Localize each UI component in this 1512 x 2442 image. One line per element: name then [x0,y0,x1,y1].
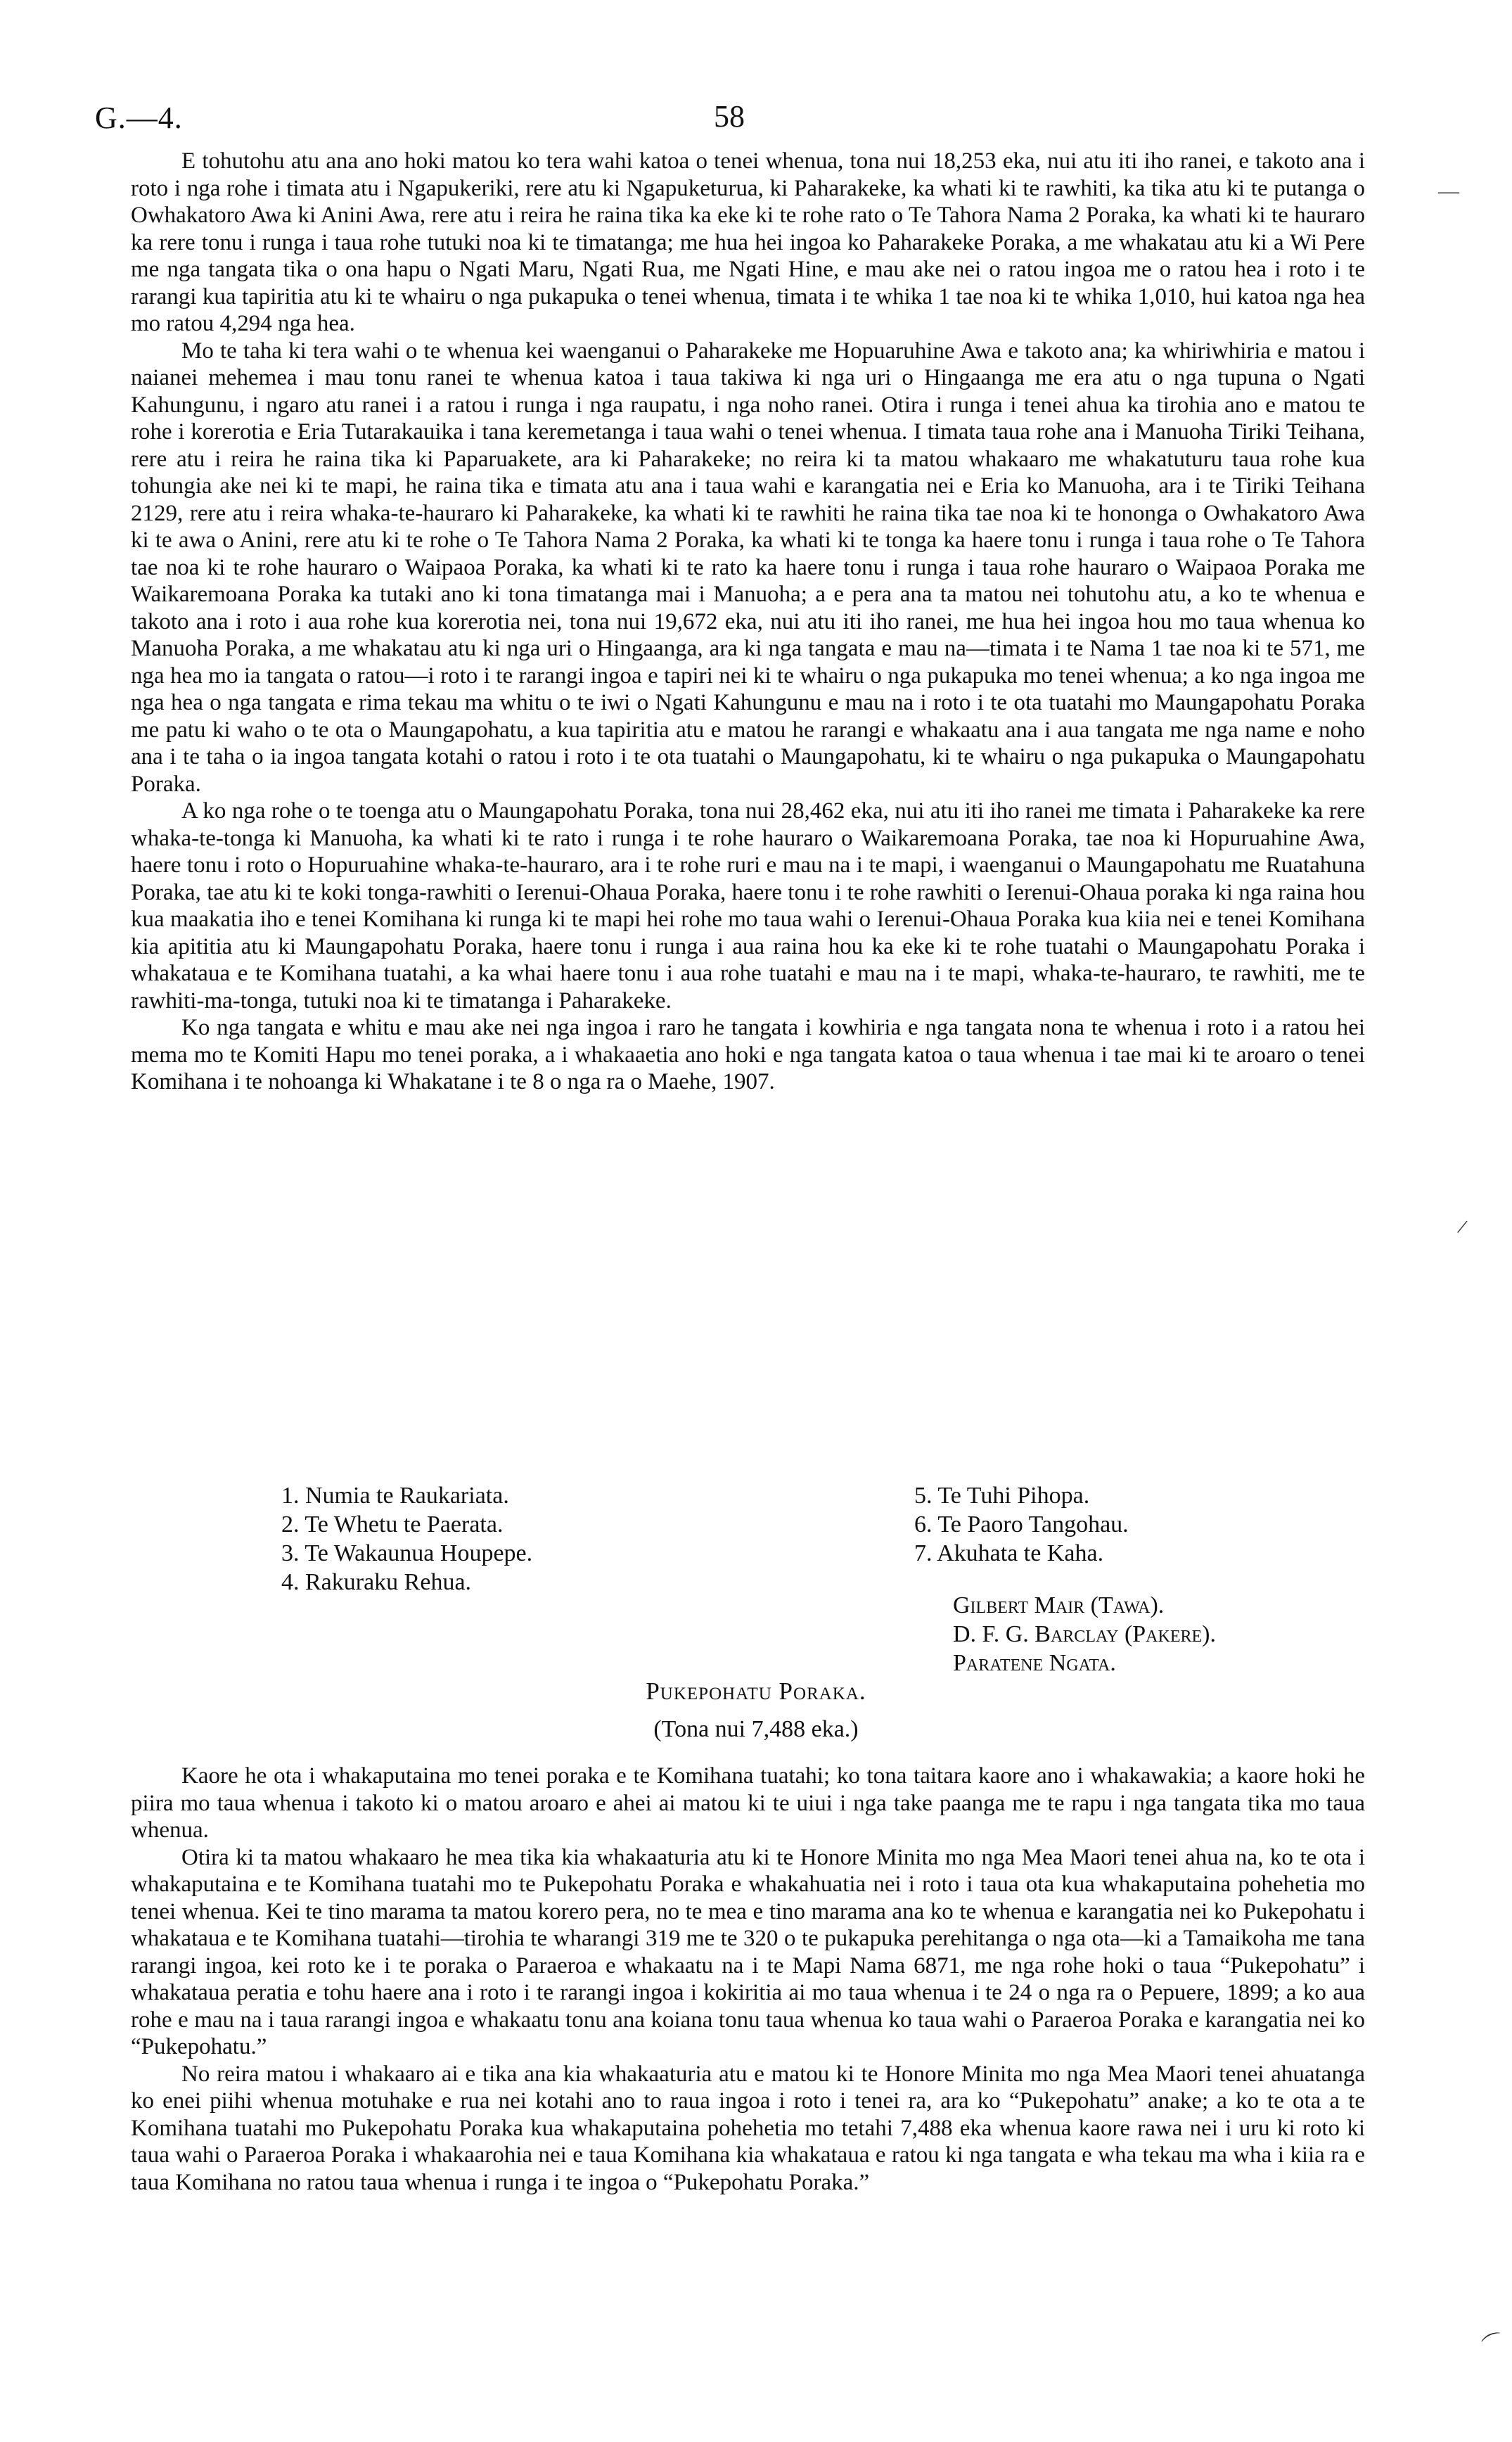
body-text-lower [131,1763,1365,2196]
page-number: 58 [714,99,745,134]
signature: Paratene Ngata. [953,1650,1116,1676]
list-item: 3. Te Wakaunua Houpepe. [281,1540,533,1566]
committee-list-right [914,1481,1266,1568]
paragraph-no-order: Kaore he ota i whakaputaina mo tenei poraka e te Komihana tuatahi; ko tona taitara kaore ano i whakawakia; a kaore hoki he piira mo taua whenua i takoto ki o matou aroaro e ahei ai matou ki te uiui i nga take paanga me te rapu i nga tangata tika mo taua whenua. [131,1763,1365,1843]
list-item: 7. Akuhata te Kaha. [914,1540,1104,1566]
list-item: 5. Te Tuhi Pihopa. [914,1483,1090,1509]
section-title: Pukepohatu Poraka. [646,1677,866,1705]
paragraph-committee-intro: Ko nga tangata e whitu e mau ake nei nga ingoa i raro he tangata i kowhiria e nga tangata nona te whenua i roto i a ratou hei mema mo te Komiti Hapu mo tenei poraka, a i whakaaetia ano hoki e nga tangata katoa o taua whenua i tae mai ki te aroaro o tenei Komihana i te nohoanga ki Whakatane i te 8 o nga ra o Maehe, 1907. [131,1015,1365,1094]
section-subtitle: (Tona nui 7,488 eka.) [653,1716,859,1742]
committee-list-left [281,1481,738,1597]
paragraph-maungapohatu-remainder: A ko nga rohe o te toenga atu o Maungapohatu Poraka, tona nui 28,462 eka, nui atu iti iho ranei me timata i Paharakeke ka rere whaka-te-tonga ki Manuoha, ka whati ki te rato i runga i te rohe hauraro o Waikaremoana Poraka, tae noa ki Hopuruahine Awa, haere tonu i roto o Hopuruahine whaka-te-hauraro, ara i te rohe ruri e mau na i te mapi, i waenganui o Maungapohatu me Ruatahuna Poraka, tae atu ki te koki tonga-rawhiti o Ierenui-Ohaua Poraka, haere tonu i te rohe rawhiti o Ierenui-Ohaua poraka ki nga raina hou kua maakatia iho e tenei Komihana ki runga ki te mapi hei rohe mo taua wahi o Ierenui-Ohaua Poraka kua kiia nei e tenei Komihana kia apititia atu ki Maungapohatu Poraka, haere tonu i runga i aua raina hou ka eke ki te rohe tuatahi o Maungapohatu Poraka i whakataua e te Komihana tuatahi, a ka whai haere tonu i aua rohe tuatahi e mau na i te mapi, whaka-te-hauraro, te rawhiti, me te rawhiti-ma-tonga, tutuki noa ki te timatanga i Paharakeke. [131,798,1365,1014]
signature: Gilbert Mair (Tawa). [953,1592,1165,1618]
signature-block [953,1591,1216,1677]
list-item: 2. Te Whetu te Paerata. [281,1511,504,1538]
margin-tick-mark: / [1455,1215,1469,1239]
body-text-upper [131,148,1365,1096]
margin-curve-mark: ⌒ [1479,2329,1509,2360]
list-item: 4. Rakuraku Rehua. [281,1569,472,1595]
list-item: 6. Te Paoro Tangohau. [914,1511,1129,1538]
list-item: 1. Numia te Raukariata. [281,1483,509,1509]
paragraph-paharakeke: E tohutohu atu ana ano hoki matou ko tera wahi katoa o tenei whenua, tona nui 18,253 eka, nui atu iti iho ranei, e takoto ana i roto i nga rohe i timata atu i Ngapukeriki, rere atu ki Ngapuketurua, ki Paharakeke, ka whati ki te rawhiti, ka tika atu ki te putanga o Owhakatoro Awa ki Anini Awa, rere atu i reira he raina tika ka eke ki te rohe rato o Te Tahora Nama 2 Poraka, ka whati ki te hauraro ka rere tonu i runga i taua rohe tutuki noa ki te timatanga; me hua hei ingoa ko Paharakeke Poraka, a me whakatau atu ki a Wi Pere me nga tangata tika o ona hapu o Ngati Maru, Ngati Rua, me Ngati Hine, e mau ake nei o ratou ingoa me o ratou hea i roto i te rarangi kua tapiritia atu ki te whairu o nga pukapuka o tenei whenua, timata i te whika 1 tae noa ki te whika 1,010, hui katoa nga hea mo ratou 4,294 nga hea. [131,148,1365,336]
signature: D. F. G. Barclay (Pakere). [953,1621,1216,1647]
document-reference: G.—4. [95,101,183,135]
margin-dash-mark: — [1438,179,1459,203]
paragraph-manuoha: Mo te taha ki tera wahi o te whenua kei waenganui o Paharakeke me Hopuaruhine Awa e takoto ana; ka whiriwhiria e matou i naianei mehemea i mau tonu ranei te whenua katoa i taua takiwa ki nga uri o Hingaanga me era atu o nga tupuna o Ngati Kahungunu, i ngaro atu ranei i a ratou i runga i nga raupatu, i nga noho ranei. Otira i runga i tenei ahua ka tirohia ano e matou te rohe i korerotia e Eria Tutarakauika i tana keremetanga i taua wahi o tenei whenua. I timata taua rohe ana i Manuoha Tiriki Teihana, rere atu i reira he raina tika ki Paparuakete, ara ki Paharakeke; no reira ki ta matou whakaaro me whakatuturu taua rohe kua tohungia ake nei ki te mapi, he raina tika e timata atu ana i taua wahi e karangatia nei e Eria ko Manuoha, ara i te Tiriki Teihana 2129, rere atu i reira whaka-te-hauraro ki Paharakeke, ka whati ki te rawhiti he raina tika tae noa ki te hononga o Owhakatoro Awa ki te awa o Anini, rere atu ki te rohe o Te Tahora Nama 2 Poraka, ka whati ki te tonga ka haere tonu i runga i taua rohe o Te Tahora tae noa ki te rohe hauraro o Waipaoa Poraka, ka whati ki te rato ka haere tonu i runga i taua rohe hauraro o Waipaoa Poraka me Waikaremoana Poraka ka tutaki ano ki tona timatanga mai i Manuoha; a e pera ana ta matou nei tohutohu atu, a ko te whenua e takoto ana i roto i aua rohe kua korerotia nei, tona nui 19,672 eka, nui atu iti iho ranei, me hua hei ingoa hou mo taua whenua ko Manuoha Poraka, a me whakatau atu ki nga uri o Hingaanga, ara ki nga tangata e mau na—timata i te Nama 1 tae noa ki te 571, me nga hea mo ia tangata o ratou—i roto i te rarangi ingoa e tapiri nei ki te whairu o nga pukapuka mo tenei whenua; a ko nga ingoa me nga hea o nga tangata e rima tekau ma whitu o te iwi o Ngati Kahungunu e mau na i roto i te ota tuatahi mo Maungapohatu Poraka me patu ki waho o te ota o Maungapohatu, a kua tapiritia atu e matou he rarangi e whakaatu ana i aua tangata me nga name e noho ana i te taha o ia ingoa tangata kotahi o ratou i roto i te ota tuatahi o Maungapohatu, ki te whairu o nga pukapuka o Maungapohatu Poraka. [131,338,1365,797]
paragraph-recommendation: No reira matou i whakaaro ai e tika ana kia whakaaturia atu e matou ki te Honore Minita mo nga Mea Maori tenei ahuatanga ko enei piihi whenua motuhake e rua nei kotahi ano to raua ingoa i roto i tenei ra, ara ko “Pukepohatu” anake; a ko te ota a te Komihana tuatahi mo Pukepohatu Poraka kua whakaputaina pohehetia mo tetahi 7,488 eka whenua kaore rawa nei i uru ki roto ki taua wahi o Paraeroa Poraka i whakaarohia nei e taua Komihana kia whakataua e ratou ki nga tangata e wha tekau ma wha i kiia ra e taua Komihana no ratou taua whenua i runga i te ingoa o “Pukepohatu Poraka.” [131,2061,1365,2195]
paragraph-erroneous-order: Otira ki ta matou whakaaro he mea tika kia whakaaturia atu ki te Honore Minita mo nga Mea Maori tenei ahua na, ko te ota i whakaputaina e te Komihana tuatahi mo te Pukepohatu Poraka e whakahuatia nei i roto i taua ota kua whakaputaina pohehetia mo tenei whenua. Kei te tino marama ta matou korero pera, no te mea e tino marama ana ko te whenua e karangatia nei ko Pukepohatu i whakataua e te Komihana tuatahi—tirohia te wharangi 319 me te 320 o te pukapuka perehitanga o nga ota—ki a Tamaikoha me tana rarangi ingoa, kei roto ke i te poraka o Paraeroa e whakaatu na i te Mapi Nama 6871, me nga rohe hoki o taua “Pukepohatu” i whakataua peratia e tohu haere ana i roto i te rarangi ingoa i kokiritia ai mo taua whenua i te 24 o nga ra o Pepuere, 1899; a ko aua rohe e mau na i taua rarangi ingoa e whakaatu tonu ana koiana tonu taua whenua ko taua wahi o Paraeroa Poraka e karangatia nei ko “Pukepohatu.” [131,1844,1365,2059]
